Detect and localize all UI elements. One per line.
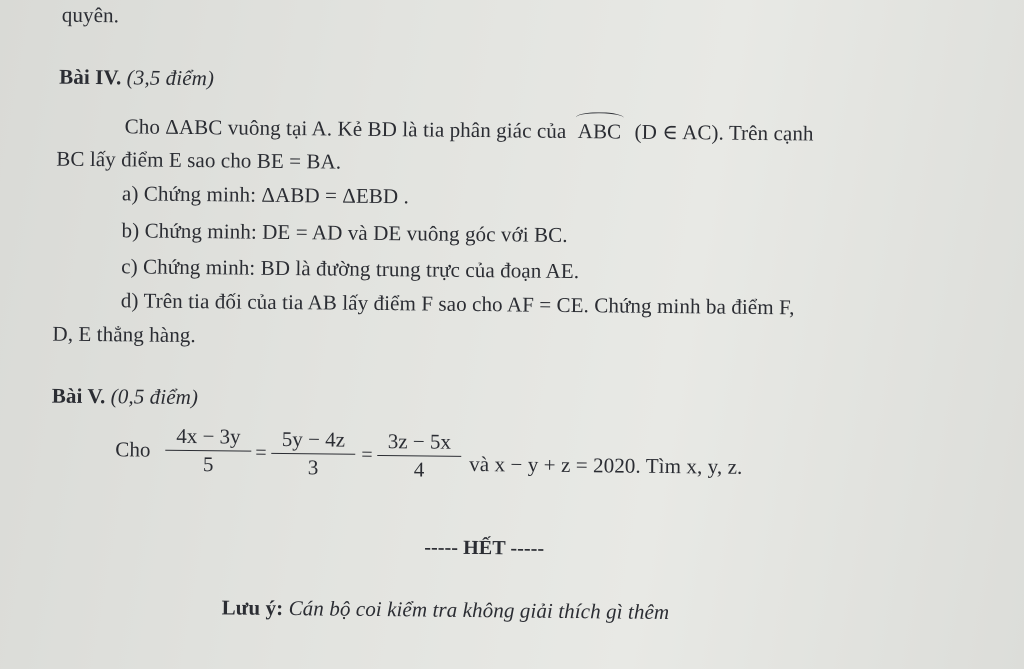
fraction-1 (165, 424, 252, 478)
problem-4-item-d: d) Trên tia đối của tia AB lấy điểm F sao cho AF = CE. Chứng minh ba điểm F, (120, 288, 795, 320)
problem-5-cho: Cho (115, 437, 151, 462)
note-label: Lưu ý: (221, 595, 284, 620)
fraction-2-denominator: 3 (307, 455, 319, 480)
problem-4-item-c: c) Chứng minh: BD là đường trung trực của đoạn AE. (121, 254, 580, 284)
problem-4-item-d-cont: D, E thẳng hàng. (52, 321, 196, 348)
problem-4-item-b: b) Chứng minh: DE = AD và DE vuông góc với BC. (121, 218, 568, 247)
fraction-3-denominator: 4 (413, 457, 425, 482)
problem-4-intro-paren: (D ∈ AC). Trên cạnh (634, 119, 814, 146)
problem-4-item-a: a) Chứng minh: ΔABD = ΔEBD . (121, 181, 410, 209)
fraction-2-numerator: 5y − 4z (271, 427, 355, 455)
problem-5-heading (52, 384, 198, 410)
equals-sign-2: = (361, 443, 373, 466)
problem-4-intro-text: Cho ΔABC vuông tại A. Kẻ BD là tia phân giác của (124, 114, 567, 143)
problem-5-title: Bài V. (51, 383, 106, 409)
fraction-1-numerator: 4x − 3y (165, 424, 251, 452)
problem-5-condition: và x − y + z = 2020. Tìm x, y, z. (469, 451, 743, 479)
problem-4-intro (125, 114, 814, 145)
problem-4-intro-line2: BC lấy điểm E sao cho BE = BA. (56, 146, 342, 174)
footer-note (222, 595, 670, 624)
problem-4-title: Bài IV. (59, 64, 122, 90)
angle-abc: ABC (577, 119, 622, 144)
problem-5-points: (0,5 điểm) (110, 384, 199, 410)
continued-text: quyên. (61, 2, 120, 28)
fraction-3-numerator: 3z − 5x (377, 429, 461, 457)
fraction-3 (377, 429, 462, 483)
problem-4-points: (3,5 điểm) (126, 65, 215, 91)
equals-sign-1: = (255, 441, 267, 464)
fraction-1-denominator: 5 (202, 452, 214, 477)
fraction-2 (271, 427, 356, 481)
note-text: Cán bộ coi kiểm tra không giải thích gì thêm (288, 596, 670, 625)
problem-4-heading (59, 65, 214, 91)
end-marker: ----- HẾT ----- (424, 536, 545, 560)
